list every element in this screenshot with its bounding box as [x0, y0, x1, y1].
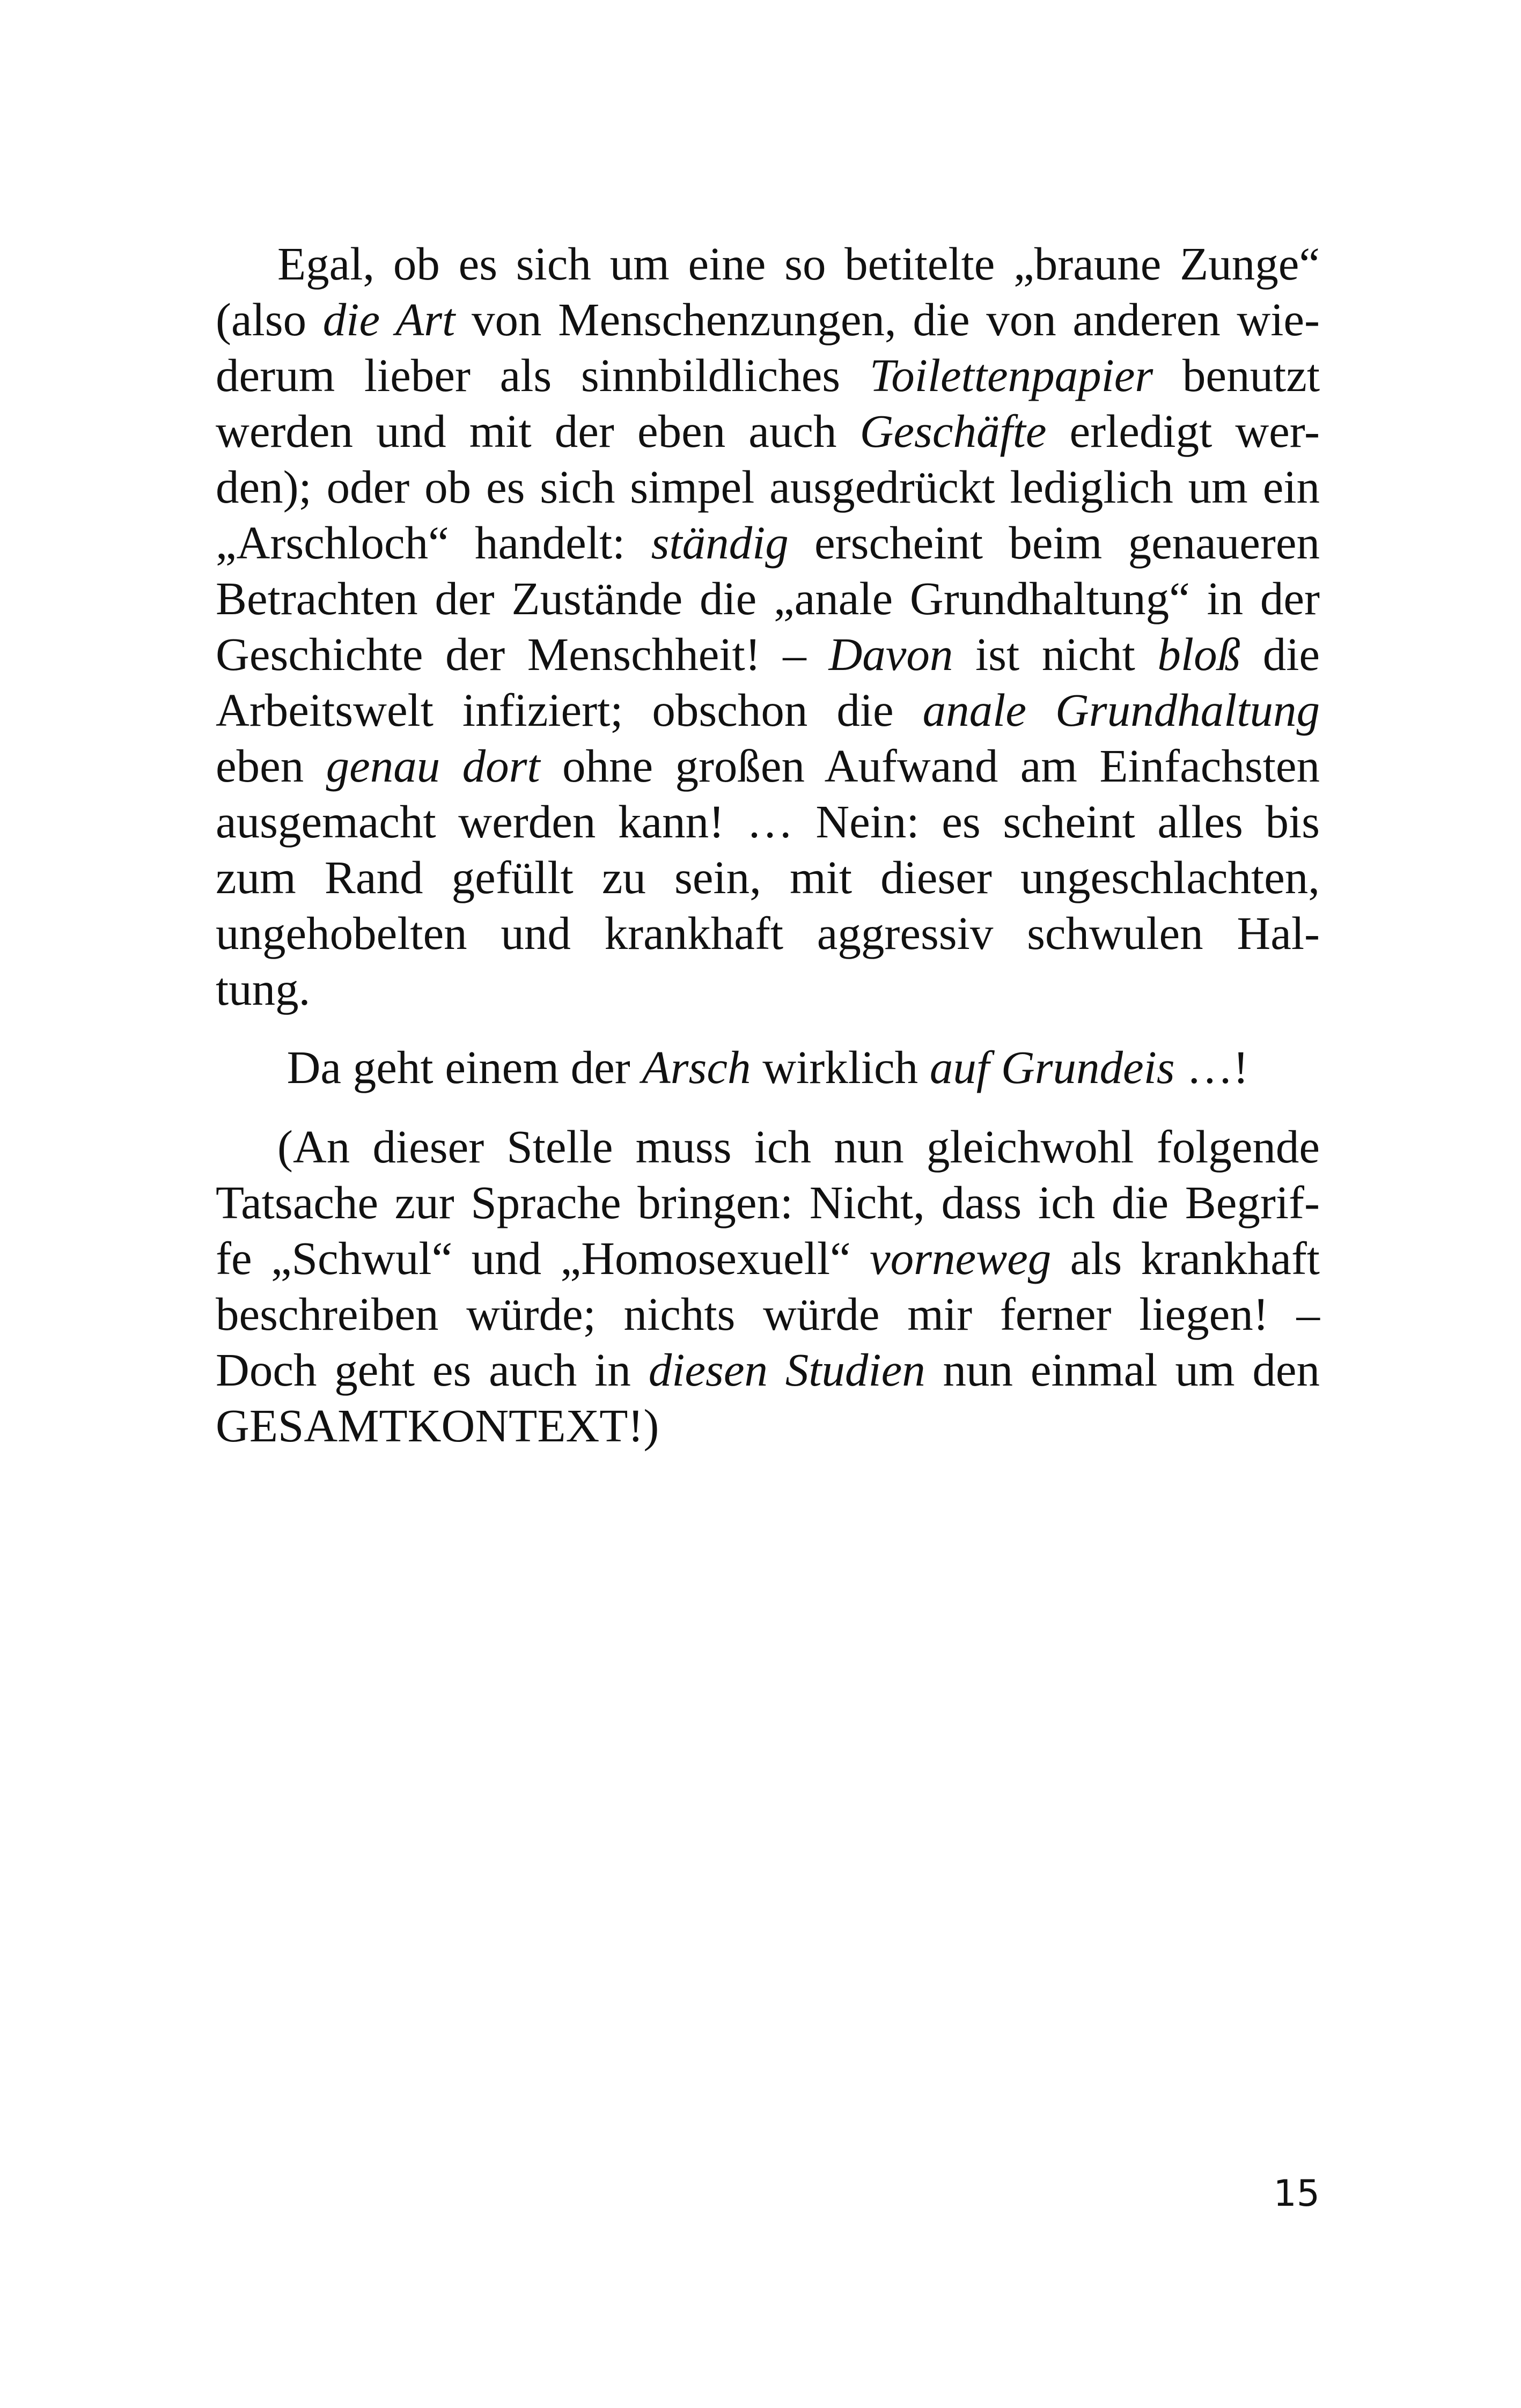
text-run: zum Rand gefüllt zu sein, mit dieser ungeschlachten, — [216, 851, 1320, 903]
paragraph-3 — [216, 1119, 1320, 1454]
italic-text: die Art — [322, 293, 455, 345]
italic-text: ständig — [651, 517, 789, 569]
italic-text: Davon — [828, 628, 953, 680]
text-run: benutzt — [1153, 349, 1320, 401]
text-line — [216, 403, 1320, 459]
text-line — [216, 236, 1320, 292]
italic-text: diesen Studien — [648, 1344, 925, 1396]
text-run: als krankhaft — [1051, 1232, 1320, 1284]
text-line — [216, 1231, 1320, 1286]
page-number: 15 — [1273, 2173, 1320, 2215]
text-line — [216, 571, 1320, 627]
text-run: (An dieser Stelle muss ich nun gleichwohl folgende — [277, 1121, 1320, 1173]
paragraph-1 — [216, 236, 1320, 1017]
text-line — [216, 1175, 1320, 1231]
text-line — [216, 1398, 1320, 1454]
text-run: beschreiben würde; nichts würde mir ferner liegen! – — [216, 1288, 1320, 1340]
text-line — [216, 627, 1320, 682]
text-line — [216, 682, 1320, 738]
text-line — [216, 292, 1320, 348]
text-run: GESAMTKONTEXT!) — [216, 1400, 659, 1452]
text-run: erledigt wer- — [1046, 405, 1320, 457]
italic-text: vorneweg — [870, 1232, 1052, 1284]
text-run: tung. — [216, 963, 311, 1015]
text-run: (also — [216, 293, 323, 345]
body-text — [216, 236, 1320, 1454]
text-run: von Menschenzungen, die von anderen wie- — [455, 293, 1320, 345]
text-run: ungehobelten und krankhaft aggressiv schwulen Hal- — [216, 907, 1320, 959]
text-run: ist nicht — [953, 628, 1158, 680]
text-run: nun einmal um den — [925, 1344, 1320, 1396]
text-line — [216, 1342, 1320, 1398]
text-run: ohne großen Aufwand am Einfachsten — [540, 740, 1320, 792]
text-run: eben — [216, 740, 326, 792]
text-run: Doch geht es auch in — [216, 1344, 649, 1396]
text-run: Arbeitswelt infiziert; obschon die — [216, 684, 923, 736]
italic-text: anale Grundhaltung — [922, 684, 1320, 736]
text-run: Geschichte der Menschheit! – — [216, 628, 829, 680]
paragraph-2 — [216, 1040, 1320, 1095]
italic-text: Toilettenpapier — [869, 349, 1153, 401]
text-line — [216, 905, 1320, 961]
text-line — [216, 794, 1320, 850]
text-run: fe „Schwul“ und „Homosexuell“ — [216, 1232, 870, 1284]
italic-text: bloß — [1157, 628, 1241, 680]
text-run: die — [1240, 628, 1320, 680]
text-line — [216, 348, 1320, 403]
italic-text: auf Grundeis — [929, 1041, 1175, 1093]
text-line — [216, 1040, 1320, 1095]
text-line — [216, 459, 1320, 515]
text-run: erscheint beim genaueren — [788, 517, 1320, 569]
text-run: Da geht einem der — [286, 1041, 642, 1093]
text-line — [216, 1286, 1320, 1342]
italic-text: Arsch — [642, 1041, 751, 1093]
text-run: Betrachten der Zustände die „anale Grundhaltung“ in der — [216, 572, 1320, 624]
text-line — [216, 515, 1320, 571]
italic-text: genau dort — [326, 740, 540, 792]
text-run: derum lieber als sinnbildliches — [216, 349, 870, 401]
text-run: werden und mit der eben auch — [216, 405, 860, 457]
text-run: …! — [1174, 1041, 1249, 1093]
text-line — [216, 850, 1320, 905]
text-run: wirklich — [751, 1041, 930, 1093]
text-run: „Arschloch“ handelt: — [216, 517, 651, 569]
text-run: Tatsache zur Sprache bringen: Nicht, dass ich die Begrif- — [216, 1176, 1320, 1228]
text-line — [216, 961, 1320, 1017]
text-line — [216, 1119, 1320, 1175]
italic-text: Geschäfte — [859, 405, 1047, 457]
text-line — [216, 738, 1320, 794]
text-run: Egal, ob es sich um eine so betitelte „braune Zunge“ — [277, 238, 1320, 290]
text-run: den); oder ob es sich simpel ausgedrückt lediglich um ein — [216, 461, 1320, 513]
text-run: ausgemacht werden kann! … Nein: es scheint alles bis — [216, 796, 1320, 848]
